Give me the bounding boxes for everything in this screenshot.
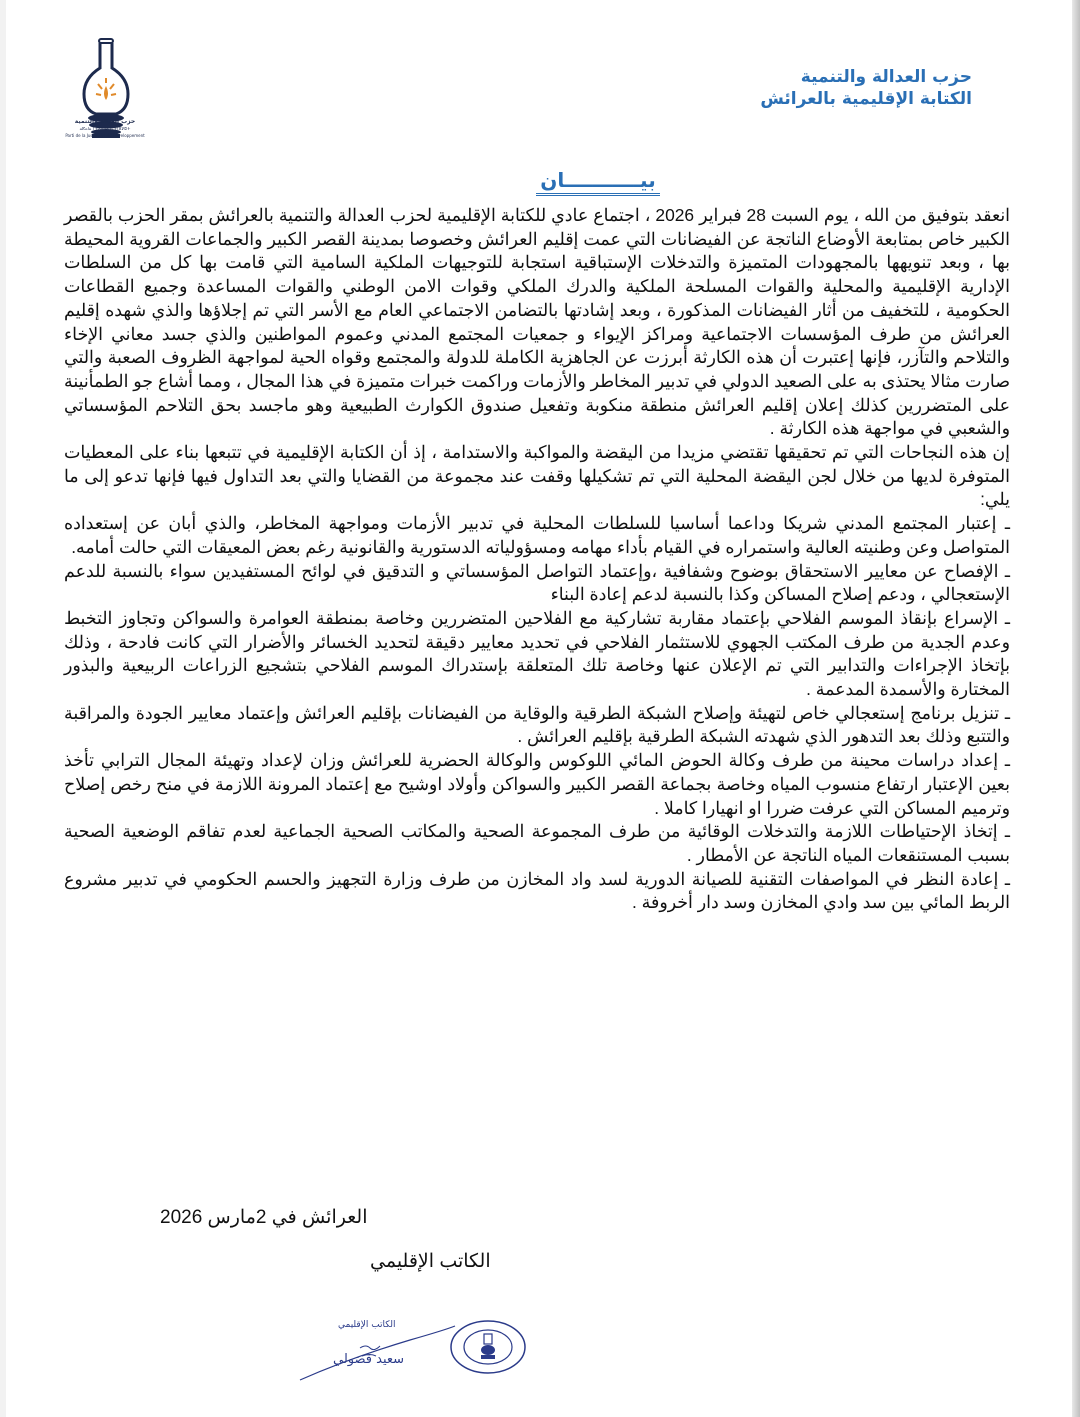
demand-item: ـ تنزيل برنامج إستعجالي خاص لتهيئة وإصلاح الشبكة الطرقية والوقاية من الفيضانات بإقليم العرائش وإعتماد معايير الجودة والمراقبة والتتبع وذلك بعد التدهور الذي شهدته الشبكة الطرقية بإقليم العرائش . — [64, 702, 1010, 747]
intro-paragraph: انعقد بتوفيق من الله ، يوم السبت 28 فبراير 2026 ، اجتماع عادي للكتابة الإقليمية لحزب العدالة والتنمية بالعرائش بمقر الحزب بالقصر الكبير خاص بمتابعة الأوضاع الناتجة عن الفيضانات التي عمت إقليم العرائش وخصوصا بمدينة القصر الكبير والجماعات القروية المحيطة بها ، وبعد تنويهها بالمجهودات المتميزة والتدخلات الإستباقية استجابة للتوجيهات الملكية السامية التي قامت بها كل من السلطات الإدارية الإقليمية والمحلية والقوات المسلحة الملكية والدرك الملكي وقوات الامن الوطني والقوات المساعدة وجميع القطاعات الحكومية ، للتخفيف من أثار الفيضانات المذكورة ، وبعد إشادتها بالتضامن الاجتماعي العام مع الأسر التي تم إجلاؤها والذي شهده إقليم العرائش من طرف المؤسسات الاجتماعية ومراكز الإيواء و جمعيات المجتمع المدني وعموم المواطنين والذي جسد معاني الإخاء والتلاحم والتآزر، فإنها إعتبرت أن هذه الكارثة أبرزت عن الجاهزية الكاملة للدولة والمجتمع وقواه الحية لمواجهة الظروف الصعبة والتي صارت مثالا يحتذى به على الصعيد الدولي في تدبير المخاطر والأزمات وراكمت خبرات متميزة في هذا المجال ، ومما أشاع جو الطمأنينة على المتضررين كذلك إعلان إقليم العرائش منطقة منكوبة وتفعيل صندوق الكوارث الطبيعية وهو ماجسد بحق التلاحم المؤسساتي والشعبي في مواجهة هذه الكارثة . — [64, 205, 1011, 439]
org-header — [760, 66, 972, 110]
call-paragraph: إن هذه النجاحات التي تم تحقيقها تقتضي مزيدا من اليقضة والمواكبة والاستدامة ، إذ أن الكتابة الإقليمية في تتبعها بناء على المعطيات المتوفرة لديها من خلال لجن اليقضة المحلية التي تم تشكيلها وقفت عند مجموعة من القضايا والتي بعد التداول فيها فإنها تدعو إلى ما يلي: — [64, 442, 1010, 510]
demand-item: ـ إعداد دراسات محينة من طرف وكالة الحوض المائي اللوكوس والوكالة الحضرية للعرائش وزان لإعداد وتهيئة المجال الترابي تأخذ بعين الإعتبار ارتفاع منسوب المياه وخاصة بجماعة القصر الكبير والسواكن وأولاد اوشيح مع إعتماد المرونة اللازمة في منح رخص إصلاح وترميم المساكن التي عرفت ضررا او انهيارا كاملا . — [64, 750, 1010, 818]
place-date: العرائش في 2مارس 2026 — [160, 1207, 368, 1228]
logo-caption-tifinagh: ⴰⴽⴰⵏⴰ ⵏ ⵜⵓⴳⴷⴰ ⴷ ⵜⵏⴼⵍⵉⵜ — [79, 126, 131, 131]
demand-item: ـ إعادة النظر في المواصفات التقنية للصيانة الدورية لسد واد المخازن من طرف وزارة التجهيز والحسم الحكومي في تدبير مشروع الربط المائي بين سد وادي المخازن وسد دار أخروفة . — [64, 868, 1010, 913]
signature-label: الكاتب الإقليمي — [338, 1320, 396, 1330]
org-unit: الكتابة الإقليمية بالعرائش — [760, 89, 972, 109]
demand-item: ـ إعتبار المجتمع المدني شريكا وداعما أساسيا للسلطات المحلية في تدبير الأزمات ومواجهة المخاطر، والذي أبان عن إستعداده المتواصل وعن وطنيته العالية واستمراره في القيام بأداء مهامه ومسؤولياته الدستورية والقانونية رغم بعض المعيقات التي حالت أمامه. — [64, 513, 1010, 557]
document-title-text: بيـــــــــــان — [536, 168, 659, 196]
logo-caption — [60, 118, 150, 139]
logo-caption-arabic: حزب العدالة والتنمية — [74, 118, 136, 125]
party-stamp-icon — [448, 1318, 528, 1376]
demand-item: ـ الإفصاح عن معايير الاستحقاق بوضوح وشفافية ،وإعتماد التواصل المؤسساتي و التدقيق في لوائح المستفيدين سواء بالنسبة للدعم الإستعجالي ، ودعم إصلاح المساكن وكذا بالنسبة لدعم إعادة البناء — [64, 560, 1010, 605]
page-left-edge — [0, 0, 6, 1417]
document-body — [64, 204, 1010, 915]
demand-item: ـ إتخاذ الإحتياطات اللازمة والتدخلات الوقائية من طرف المجموعة الصحية والمكاتب الصحية الجماعية لعدم تفاقم الوضعية الصحية بسبب المستنقعات المياه الناتجة عن الأمطار . — [64, 821, 1010, 865]
document-title — [498, 168, 698, 196]
signer-title: الكاتب الإقليمي — [370, 1251, 491, 1272]
logo-caption-french: Parti de la Justice et du Développement — [65, 133, 145, 138]
org-name: حزب العدالة والتنمية — [800, 67, 972, 87]
demand-item: ـ الإسراع بإنقاذ الموسم الفلاحي بإعتماد مقاربة تشاركية مع الفلاحين المتضررين وخاصة بمنطقة العوامرة والسواكن وتجاوز التخبط وعدم الجدية من طرف المكتب الجهوي للاستثمار الفلاحي في تحديد معايير دقيقة لتحديد الخسائر والأضرار التي كانت فادحة ، وذلك بإتخاذ الإجراءات والتدابير التي تم الإعلان عنها وخاصة تلك المتعلقة بإستدراك الموسم الفلاحي بتشجيع الزراعات الربيعية والبذور المختارة والأسمدة المدعمة . — [64, 607, 1010, 700]
signature-name: سعيد قضولي — [333, 1352, 405, 1367]
page-right-edge — [1072, 0, 1080, 1417]
